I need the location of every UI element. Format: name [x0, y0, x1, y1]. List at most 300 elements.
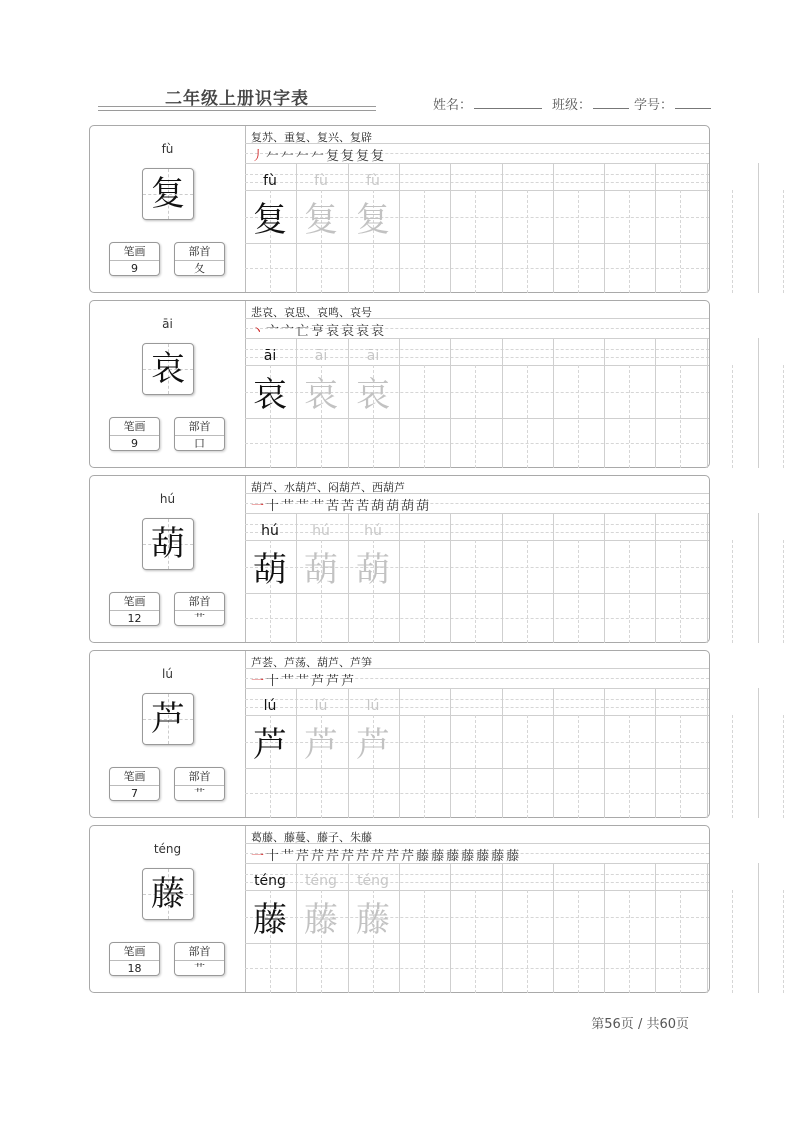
grid-line [245, 143, 709, 144]
card-info-panel [90, 126, 246, 292]
grid-line [475, 540, 476, 643]
grid-line [732, 715, 733, 818]
practice-pinyin: fù [263, 173, 277, 189]
stroke-step: 藤 [476, 849, 492, 864]
stroke-count-box [109, 767, 160, 801]
stroke-step: 藤 [491, 849, 507, 864]
grid-line [655, 365, 656, 468]
practice-pinyin: téng [254, 873, 286, 889]
grid-line [399, 688, 400, 715]
stroke-step: 芹 [356, 849, 372, 864]
stroke-step: 葫 [416, 499, 432, 514]
grid-line [604, 863, 605, 890]
grid-line [450, 338, 451, 365]
stroke-step: 葫 [371, 499, 387, 514]
stroke-step: 芹 [386, 849, 402, 864]
grid-line [502, 688, 503, 715]
class-field[interactable] [552, 94, 629, 113]
grid-line [707, 890, 708, 993]
stroke-step: 复 [356, 149, 372, 164]
practice-character: 芦 [253, 725, 287, 765]
card-pinyin: hú [159, 492, 176, 506]
grid-line [245, 968, 709, 969]
grid-line [758, 715, 759, 818]
grid-line [502, 190, 503, 293]
grid-line [399, 513, 400, 540]
grid-line [655, 540, 656, 643]
stroke-order-sequence [251, 320, 386, 339]
stroke-step: 亡 [296, 324, 312, 339]
stroke-count-value: 9 [131, 262, 138, 275]
character-card [89, 650, 710, 818]
trace-character: 复 [356, 200, 390, 240]
radical-label: 部首 [175, 243, 224, 261]
stroke-order-sequence [251, 145, 386, 164]
card-pinyin: āi [162, 317, 173, 331]
trace-pinyin: āi [366, 348, 380, 364]
grid-line [732, 190, 733, 293]
number-field[interactable] [634, 94, 711, 113]
stroke-step: 十 [266, 499, 282, 514]
trace-pinyin: fù [314, 173, 328, 189]
grid-line [245, 190, 709, 191]
stroke-step: 一 [251, 674, 267, 689]
grid-line [502, 890, 503, 993]
card-info-panel [90, 651, 246, 817]
grid-line [553, 715, 554, 818]
stroke-step: 芹 [326, 849, 342, 864]
stroke-step: 苦 [326, 499, 342, 514]
grid-line [707, 513, 708, 540]
grid-line [450, 715, 451, 818]
grid-line [527, 190, 528, 293]
trace-character: 芦 [356, 725, 390, 765]
grid-line [707, 863, 708, 890]
grid-line [553, 365, 554, 468]
stroke-step: 芦 [326, 674, 342, 689]
grid-line [758, 365, 759, 468]
grid-line [783, 890, 784, 993]
grid-line [245, 443, 709, 444]
stroke-order-sequence [251, 845, 521, 864]
grid-line [758, 190, 759, 293]
name-blank[interactable] [474, 96, 542, 109]
stroke-step: 苦 [356, 499, 372, 514]
character-card [89, 475, 710, 643]
stroke-step: 芦 [341, 674, 357, 689]
radical-box [174, 942, 225, 976]
grid-line [245, 493, 709, 494]
grid-line [502, 540, 503, 643]
card-info-panel [90, 826, 246, 992]
practice-character: 哀 [253, 375, 287, 415]
radical-value: 艹 [194, 962, 205, 975]
grid-line [450, 688, 451, 715]
grid-line [604, 540, 605, 643]
grid-line [604, 513, 605, 540]
grid-line [707, 715, 708, 818]
grid-line [604, 163, 605, 190]
radical-box [174, 767, 225, 801]
grid-line [399, 540, 400, 643]
character-box [142, 868, 194, 920]
grid-line [399, 190, 400, 293]
grid-line [527, 715, 528, 818]
stroke-step: 艹 [281, 849, 297, 864]
grid-line [424, 540, 425, 643]
grid-line [245, 668, 709, 669]
grid-line [502, 163, 503, 190]
stroke-step: 藤 [431, 849, 447, 864]
grid-line [629, 540, 630, 643]
stroke-step: 哀 [356, 324, 372, 339]
grid-line [680, 365, 681, 468]
grid-line [783, 365, 784, 468]
card-pinyin: lú [162, 667, 173, 681]
card-pinyin: téng [153, 842, 182, 856]
class-label: 班级： [552, 98, 592, 113]
card-info-panel [90, 301, 246, 467]
word-examples: 复苏、重复、复兴、复辟 [251, 131, 372, 144]
practice-grid [245, 826, 709, 992]
number-label: 学号： [634, 98, 674, 113]
stroke-step: 一 [251, 499, 267, 514]
trace-character: 芦 [304, 725, 338, 765]
grid-line [707, 163, 708, 190]
grid-line [245, 243, 709, 244]
practice-pinyin: lú [263, 698, 277, 714]
page-number: 第56页 / 共60页 [591, 1017, 689, 1032]
stroke-step: 葫 [401, 499, 417, 514]
grid-line [758, 163, 759, 190]
stroke-step: 复 [326, 149, 342, 164]
stroke-count-label: 笔画 [110, 768, 159, 786]
card-info-panel [90, 476, 246, 642]
radical-value: 夂 [194, 262, 205, 275]
grid-line [502, 863, 503, 890]
trace-pinyin: lú [314, 698, 328, 714]
grid-line [732, 365, 733, 468]
practice-pinyin: āi [263, 348, 277, 364]
stroke-step: 芹 [401, 849, 417, 864]
character-box [142, 518, 194, 570]
grid-line [604, 190, 605, 293]
grid-line [604, 890, 605, 993]
title-underline-bottom [98, 110, 376, 111]
practice-character: 葫 [253, 550, 287, 590]
grid-line [245, 593, 709, 594]
grid-line [245, 843, 709, 844]
trace-character: 藤 [304, 900, 338, 940]
grid-line [655, 190, 656, 293]
stroke-count-box [109, 942, 160, 976]
grid-line [450, 163, 451, 190]
grid-line [578, 890, 579, 993]
grid-line [707, 365, 708, 468]
stroke-step: 亠 [281, 324, 297, 339]
grid-line [783, 190, 784, 293]
radical-box [174, 592, 225, 626]
stroke-order-sequence [251, 670, 356, 689]
radical-label: 部首 [175, 593, 224, 611]
grid-line [707, 540, 708, 643]
grid-line [553, 513, 554, 540]
stroke-step: 藤 [416, 849, 432, 864]
grid-line [424, 190, 425, 293]
grid-line [758, 338, 759, 365]
stroke-step: 𠂉 [281, 149, 297, 164]
grid-line [707, 190, 708, 293]
grid-line [399, 338, 400, 365]
grid-line [399, 365, 400, 468]
grid-line [424, 890, 425, 993]
stroke-count-label: 笔画 [110, 418, 159, 436]
character-box [142, 343, 194, 395]
trace-character: 葫 [356, 550, 390, 590]
stroke-count-label: 笔画 [110, 943, 159, 961]
grid-line [655, 890, 656, 993]
grid-line [502, 513, 503, 540]
trace-pinyin: fù [366, 173, 380, 189]
grid-line [245, 365, 709, 366]
grid-line [245, 768, 709, 769]
grid-line [502, 338, 503, 365]
grid-line [245, 268, 709, 269]
character-card [89, 825, 710, 993]
trace-character: 复 [304, 200, 338, 240]
grid-line [424, 365, 425, 468]
trace-pinyin: hú [364, 523, 382, 539]
class-blank[interactable] [593, 96, 629, 109]
stroke-step: 哀 [326, 324, 342, 339]
grid-line [680, 890, 681, 993]
grid-line [424, 715, 425, 818]
grid-line [655, 688, 656, 715]
word-examples: 悲哀、哀思、哀鸣、哀号 [251, 306, 372, 319]
stroke-order-sequence [251, 495, 431, 514]
practice-character: 复 [253, 200, 287, 240]
grid-line [578, 540, 579, 643]
grid-line [783, 540, 784, 643]
grid-line [783, 715, 784, 818]
grid-line [450, 890, 451, 993]
stroke-step: 𠂉 [266, 149, 282, 164]
grid-line [245, 540, 709, 541]
grid-line [527, 540, 528, 643]
grid-line [553, 540, 554, 643]
grid-line [399, 890, 400, 993]
main-character: 复 [151, 174, 185, 214]
practice-grid [245, 126, 709, 292]
grid-line [578, 365, 579, 468]
character-box [142, 168, 194, 220]
name-label: 姓名： [433, 98, 473, 113]
stroke-step: 十 [266, 849, 282, 864]
grid-line [680, 715, 681, 818]
stroke-step: 哀 [371, 324, 387, 339]
stroke-step: 艹 [296, 674, 312, 689]
radical-value: 艹 [194, 612, 205, 625]
grid-line [450, 365, 451, 468]
grid-line [604, 715, 605, 818]
grid-line [758, 863, 759, 890]
stroke-step: 哀 [341, 324, 357, 339]
stroke-step: 亠 [266, 324, 282, 339]
stroke-count-box [109, 592, 160, 626]
stroke-step: 藤 [506, 849, 522, 864]
radical-box [174, 242, 225, 276]
stroke-step: 一 [251, 849, 267, 864]
grid-line [758, 513, 759, 540]
page-title: 二年级上册识字表 [165, 89, 309, 109]
trace-character: 哀 [356, 375, 390, 415]
grid-line [680, 190, 681, 293]
grid-line [527, 365, 528, 468]
grid-line [655, 863, 656, 890]
stroke-count-value: 18 [127, 962, 142, 975]
stroke-step: 艹 [281, 674, 297, 689]
character-card [89, 125, 710, 293]
stroke-step: 复 [371, 149, 387, 164]
grid-line [553, 163, 554, 190]
grid-line [475, 365, 476, 468]
grid-line [758, 890, 759, 993]
main-character: 芦 [151, 699, 185, 739]
trace-pinyin: lú [366, 698, 380, 714]
stroke-step: 芹 [311, 849, 327, 864]
practice-pinyin: hú [261, 523, 279, 539]
stroke-step: 𠂉 [311, 149, 327, 164]
name-field[interactable] [433, 94, 542, 113]
grid-line [553, 338, 554, 365]
number-blank[interactable] [675, 96, 711, 109]
grid-line [655, 338, 656, 365]
stroke-step: 葫 [386, 499, 402, 514]
grid-line [502, 365, 503, 468]
grid-line [245, 943, 709, 944]
word-examples: 葛藤、藤蔓、藤子、朱藤 [251, 831, 372, 844]
grid-line [527, 890, 528, 993]
trace-pinyin: téng [305, 873, 337, 889]
radical-label: 部首 [175, 768, 224, 786]
grid-line [502, 715, 503, 818]
grid-line [707, 338, 708, 365]
title-underline-top [98, 106, 376, 107]
grid-line [245, 318, 709, 319]
stroke-step: 芦 [311, 674, 327, 689]
word-examples: 葫芦、水葫芦、闷葫芦、西葫芦 [251, 481, 405, 494]
stroke-count-label: 笔画 [110, 243, 159, 261]
stroke-count-value: 9 [131, 437, 138, 450]
grid-line [629, 190, 630, 293]
grid-line [553, 190, 554, 293]
practice-grid [245, 301, 709, 467]
grid-line [399, 863, 400, 890]
stroke-step: 芹 [341, 849, 357, 864]
main-character: 藤 [151, 874, 185, 914]
radical-label: 部首 [175, 943, 224, 961]
trace-character: 藤 [356, 900, 390, 940]
grid-line [553, 688, 554, 715]
grid-line [604, 365, 605, 468]
radical-value: 口 [194, 437, 205, 450]
grid-line [655, 163, 656, 190]
grid-line [450, 540, 451, 643]
stroke-count-value: 12 [127, 612, 142, 625]
grid-line [680, 540, 681, 643]
character-card [89, 300, 710, 468]
trace-pinyin: hú [312, 523, 330, 539]
trace-pinyin: āi [314, 348, 328, 364]
grid-line [475, 890, 476, 993]
grid-line [450, 863, 451, 890]
grid-line [553, 890, 554, 993]
main-character: 葫 [151, 524, 185, 564]
grid-line [245, 890, 709, 891]
radical-value: 艹 [194, 787, 205, 800]
stroke-step: 艹 [281, 499, 297, 514]
grid-line [655, 715, 656, 818]
stroke-step: 艹 [296, 499, 312, 514]
trace-pinyin: téng [357, 873, 389, 889]
grid-line [604, 688, 605, 715]
grid-line [629, 715, 630, 818]
grid-line [732, 540, 733, 643]
main-character: 哀 [151, 349, 185, 389]
grid-line [707, 688, 708, 715]
grid-line [578, 715, 579, 818]
radical-box [174, 417, 225, 451]
stroke-count-box [109, 417, 160, 451]
practice-grid [245, 476, 709, 642]
grid-line [475, 190, 476, 293]
word-examples: 芦荟、芦荡、葫芦、芦笋 [251, 656, 372, 669]
grid-line [553, 863, 554, 890]
grid-line [604, 338, 605, 365]
trace-character: 哀 [304, 375, 338, 415]
stroke-count-box [109, 242, 160, 276]
grid-line [245, 715, 709, 716]
grid-line [732, 890, 733, 993]
stroke-step: 𠂉 [296, 149, 312, 164]
grid-line [655, 513, 656, 540]
grid-line [245, 793, 709, 794]
grid-line [245, 618, 709, 619]
practice-grid [245, 651, 709, 817]
grid-line [475, 715, 476, 818]
stroke-step: 亨 [311, 324, 327, 339]
grid-line [629, 365, 630, 468]
grid-line [450, 190, 451, 293]
stroke-step: 十 [266, 674, 282, 689]
practice-character: 藤 [253, 900, 287, 940]
character-box [142, 693, 194, 745]
trace-character: 葫 [304, 550, 338, 590]
grid-line [450, 513, 451, 540]
stroke-step: 藤 [446, 849, 462, 864]
card-pinyin: fù [161, 142, 174, 156]
grid-line [629, 890, 630, 993]
grid-line [399, 163, 400, 190]
grid-line [758, 688, 759, 715]
grid-line [578, 190, 579, 293]
stroke-step: 苦 [341, 499, 357, 514]
stroke-step: 芹 [371, 849, 387, 864]
grid-line [758, 540, 759, 643]
stroke-step: 丶 [251, 324, 267, 339]
stroke-step: 艹 [311, 499, 327, 514]
stroke-count-label: 笔画 [110, 593, 159, 611]
